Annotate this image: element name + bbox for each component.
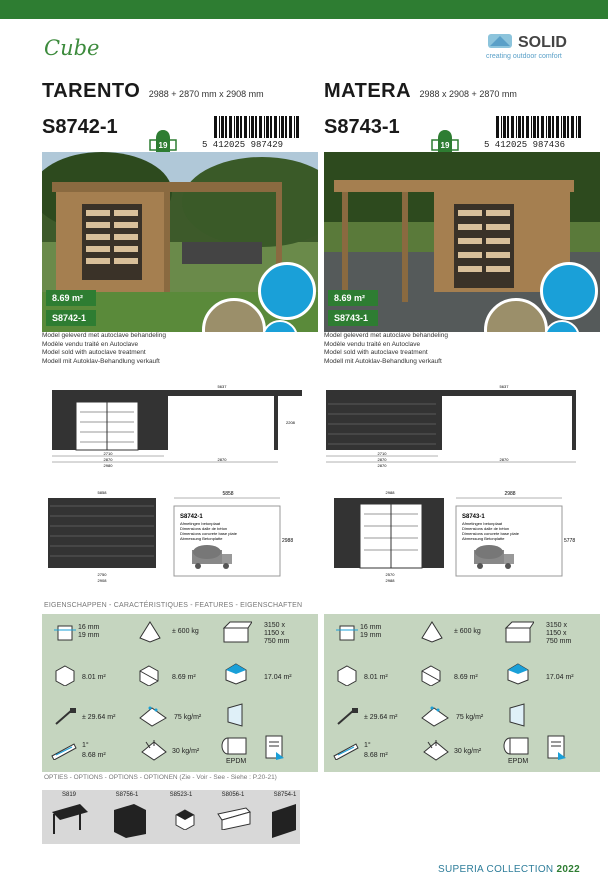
barcode-bar <box>244 116 247 138</box>
barcode-bar <box>556 116 559 138</box>
package-dims-3: 750 mm <box>546 638 572 645</box>
model-dims: 2988 x 2908 + 2870 mm <box>419 89 517 99</box>
package-count: 19 <box>158 141 168 150</box>
dim-label: 2870 <box>499 457 509 462</box>
barcode-bar <box>249 116 250 138</box>
epdm-label: EPDM <box>508 758 529 765</box>
barcode-bar <box>266 116 269 138</box>
inner-area: 8.69 m² <box>172 674 196 681</box>
barcode-bar <box>289 116 292 138</box>
barcode-bar <box>546 116 547 138</box>
wall-thickness-2: 19 mm <box>78 632 100 639</box>
brand-name: SOLID <box>518 34 567 51</box>
barcode-bar <box>503 116 506 138</box>
barcode-bar <box>578 116 581 138</box>
dim-label: 2988 <box>282 538 294 544</box>
barcode-bar <box>264 116 265 138</box>
option-label[interactable]: S8523-1 <box>169 792 193 798</box>
plate-line: Dimensions dalle de béton <box>462 526 510 531</box>
brand-tagline: creating outdoor comfort <box>486 53 562 60</box>
footer-collection <box>438 864 580 875</box>
barcode-bar <box>294 116 295 138</box>
floor-option-icon <box>174 808 196 830</box>
wall-thickness-1: 16 mm <box>78 624 100 631</box>
model-column-tarento <box>42 80 318 583</box>
floor-area-icon <box>54 664 76 686</box>
inner-area: 8.69 m² <box>454 674 478 681</box>
barcode-bar <box>234 116 235 138</box>
barcode-bar <box>225 116 227 138</box>
barcode-bar <box>255 116 257 138</box>
dim-label: 2870 <box>103 457 113 462</box>
dim-label: 2710 <box>103 451 113 456</box>
dim-label: 5858 <box>222 491 234 497</box>
dim-label: 2988 <box>385 578 395 583</box>
roof-area-icon <box>506 662 530 686</box>
package-count: 19 <box>440 141 450 150</box>
desc-line: Model geleverd met autoclave behandeling <box>42 332 166 339</box>
panel-option-icon <box>216 806 252 830</box>
barcode-bar <box>563 116 566 138</box>
desc-line: Modell mit Autoklav-Behandlung verkauft <box>324 357 442 365</box>
plate-line: Afmetingen betonplaat <box>180 521 221 526</box>
barcode-bar <box>274 116 277 138</box>
brand-logo <box>486 30 586 66</box>
weight-value: ± 600 kg <box>454 628 481 635</box>
paint-area: ± 29.64 m² <box>364 714 398 721</box>
product-photo <box>324 152 600 332</box>
instructions-icon <box>264 734 286 762</box>
solid-logo-icon <box>486 30 516 52</box>
model-name: TARENTO <box>42 80 141 102</box>
package-dims-1: 3150 x <box>264 622 286 629</box>
options-bar <box>42 790 300 844</box>
barcode-bar <box>219 116 220 138</box>
desc-line: Model sold with autoclave treatment <box>42 349 146 356</box>
pergola-option-icon <box>50 802 90 836</box>
dim-label: 2988 <box>504 491 516 497</box>
product-photo <box>42 152 318 332</box>
barcode-bar <box>259 116 262 138</box>
barcode-bar <box>511 116 514 138</box>
barcode-bar <box>571 116 574 138</box>
wall-option-icon <box>270 802 298 840</box>
floor-area: 8.01 m² <box>364 674 388 681</box>
desc-line: Modèle vendu traité en Autoclave <box>42 340 139 348</box>
option-label[interactable]: S8056-1 <box>221 792 245 798</box>
top-bar <box>0 0 608 19</box>
dim-label: 2208 <box>286 420 295 425</box>
plate-line: Abmessung Betonplatte <box>462 536 505 541</box>
barcode-bar <box>507 116 509 138</box>
ean-code: 5 412025 987436 <box>484 140 566 150</box>
package-dims-3: 750 mm <box>264 638 290 645</box>
plate-line: Dimensions concrete base plate <box>462 531 519 536</box>
model-description <box>42 332 166 366</box>
barcode-bar <box>296 116 299 138</box>
desc-line: Model sold with autoclave treatment <box>324 349 428 356</box>
model-description <box>324 332 448 366</box>
dim-label: 2750 <box>97 572 107 577</box>
option-label[interactable]: S819 <box>61 792 76 798</box>
roof-area: 17.04 m² <box>264 674 292 681</box>
barcode-bar <box>236 116 239 138</box>
roof-area: 17.04 m² <box>546 674 574 681</box>
area-badge: 8.69 m² <box>46 290 96 306</box>
series-title: Cube <box>44 36 100 60</box>
floor-plan-drawing <box>42 484 318 594</box>
barcode-bar <box>501 116 502 138</box>
dim-label: 5637 <box>499 384 509 389</box>
desc-line: Modell mit Autoklav-Behandlung verkauft <box>42 357 160 365</box>
dim-label: 2988 <box>385 490 395 495</box>
specs-panel-right <box>324 614 600 772</box>
barcode-bar <box>221 116 224 138</box>
weight-icon <box>420 620 444 644</box>
specs-panel-left <box>42 614 318 772</box>
window-icon <box>226 702 244 728</box>
front-elevation-drawing <box>324 372 600 482</box>
barcode-bar <box>526 116 529 138</box>
instructions-icon <box>546 734 568 762</box>
floor-plan-drawing <box>324 484 600 594</box>
roof-slope: 1° <box>82 742 89 749</box>
barcode-bar <box>496 116 499 138</box>
snow-load-icon <box>420 704 450 728</box>
wind-load: 30 kg/m² <box>172 748 200 755</box>
barcode-bar <box>533 116 536 138</box>
plate-line: Abmessung Betonplatte <box>180 536 223 541</box>
plate-title: S8742-1 <box>180 514 203 520</box>
option-label[interactable]: S8754-1 <box>273 792 297 798</box>
treatment-badge <box>540 262 598 320</box>
wall-thickness-2: 19 mm <box>360 632 382 639</box>
plate-line: Dimensions dalle de béton <box>180 526 228 531</box>
snow-load-icon <box>138 704 168 728</box>
model-name: MATERA <box>324 80 412 102</box>
floor-area: 8.01 m² <box>82 674 106 681</box>
barcode-bar <box>270 116 272 138</box>
barcode-bar <box>548 116 551 138</box>
sku-badge: S8742-1 <box>46 310 96 326</box>
wall-thickness-1: 16 mm <box>360 624 382 631</box>
barcode-bar <box>251 116 254 138</box>
roof-slope-icon <box>50 740 78 760</box>
floor-area-icon <box>336 664 358 686</box>
roof-slope-icon <box>332 740 360 760</box>
area-badge: 8.69 m² <box>328 290 378 306</box>
model-dims: 2988 + 2870 mm x 2908 mm <box>148 89 264 99</box>
front-elevation-drawing <box>42 372 318 482</box>
roof-slope: 1° <box>364 742 371 749</box>
barcode-bar <box>281 116 284 138</box>
plate-title: S8743-1 <box>462 514 485 520</box>
paint-area: ± 29.64 m² <box>82 714 116 721</box>
barcode-bar <box>214 116 217 138</box>
dim-label: 5858 <box>97 490 107 495</box>
model-sku: S8743-1 <box>324 116 400 138</box>
epdm-roll-icon <box>502 736 532 756</box>
inner-area-icon <box>420 664 442 686</box>
barcode-bar <box>240 116 242 138</box>
snow-load: 75 kg/m² <box>456 714 484 721</box>
dim-label: 2980 <box>103 463 113 468</box>
dim-label: 5637 <box>217 384 227 389</box>
dim-label: 2570 <box>385 572 395 577</box>
barcode-bar <box>537 116 539 138</box>
paint-brush-icon <box>54 706 78 726</box>
paint-brush-icon <box>336 706 360 726</box>
package-size-icon <box>504 620 534 644</box>
desc-line: Model geleverd met autoclave behandeling <box>324 332 448 339</box>
epdm-label: EPDM <box>226 758 247 765</box>
treatment-badge <box>258 262 316 320</box>
option-label[interactable]: S8756-1 <box>115 792 139 798</box>
footer-year: 2022 <box>556 864 580 875</box>
snow-load: 75 kg/m² <box>174 714 202 721</box>
options-title: OPTIES - OPTIONS - OPTIONS - OPTIONEN (Zie - Voir - See - Siehe : P.20-21) <box>44 774 277 781</box>
dim-label: 5778 <box>564 538 576 544</box>
model-column-matera <box>324 80 600 583</box>
model-sku: S8742-1 <box>42 116 118 138</box>
package-dims-2: 1150 x <box>264 630 285 637</box>
plate-line: Afmetingen betonplaat <box>462 521 503 526</box>
barcode-bar <box>561 116 562 138</box>
ean-code: 5 412025 987429 <box>202 140 284 150</box>
barcode-bar <box>522 116 524 138</box>
dim-label: 2870 <box>377 463 387 468</box>
roof-slope-area: 8.68 m² <box>364 752 388 759</box>
dim-label: 2870 <box>377 457 387 462</box>
roof-slope-area: 8.68 m² <box>82 752 106 759</box>
weight-value: ± 600 kg <box>172 628 199 635</box>
wind-load-icon <box>422 738 450 762</box>
wind-load-icon <box>140 738 168 762</box>
package-size-icon <box>222 620 252 644</box>
barcode-bar <box>567 116 569 138</box>
wall-thickness-icon <box>336 622 358 644</box>
dim-label: 2710 <box>377 451 387 456</box>
dim-label: 2870 <box>217 457 227 462</box>
barcode-bar <box>518 116 521 138</box>
desc-line: Modèle vendu traité en Autoclave <box>324 340 421 348</box>
barcode-bar <box>229 116 232 138</box>
dim-label: 2908 <box>97 578 107 583</box>
wall-thickness-icon <box>54 622 76 644</box>
barcode-bar <box>576 116 577 138</box>
roof-area-icon <box>224 662 248 686</box>
barcode-bar <box>541 116 544 138</box>
barcode-bar <box>285 116 287 138</box>
sku-badge: S8743-1 <box>328 310 378 326</box>
weight-icon <box>138 620 162 644</box>
barcode-bar <box>552 116 554 138</box>
barcode-bar <box>279 116 280 138</box>
epdm-roll-icon <box>220 736 250 756</box>
features-title: EIGENSCHAPPEN - CARACTÉRISTIQUES - FEATURES - EIGENSCHAFTEN <box>44 602 303 609</box>
barcode-bar <box>516 116 517 138</box>
package-dims-2: 1150 x <box>546 630 567 637</box>
footer-text: SUPERIA COLLECTION <box>438 864 554 875</box>
inner-area-icon <box>138 664 160 686</box>
package-dims-1: 3150 x <box>546 622 568 629</box>
barcode-bar <box>531 116 532 138</box>
window-icon <box>508 702 526 728</box>
plate-line: Dimensions concrete base plate <box>180 531 237 536</box>
shed-option-icon <box>112 802 148 838</box>
wind-load: 30 kg/m² <box>454 748 482 755</box>
